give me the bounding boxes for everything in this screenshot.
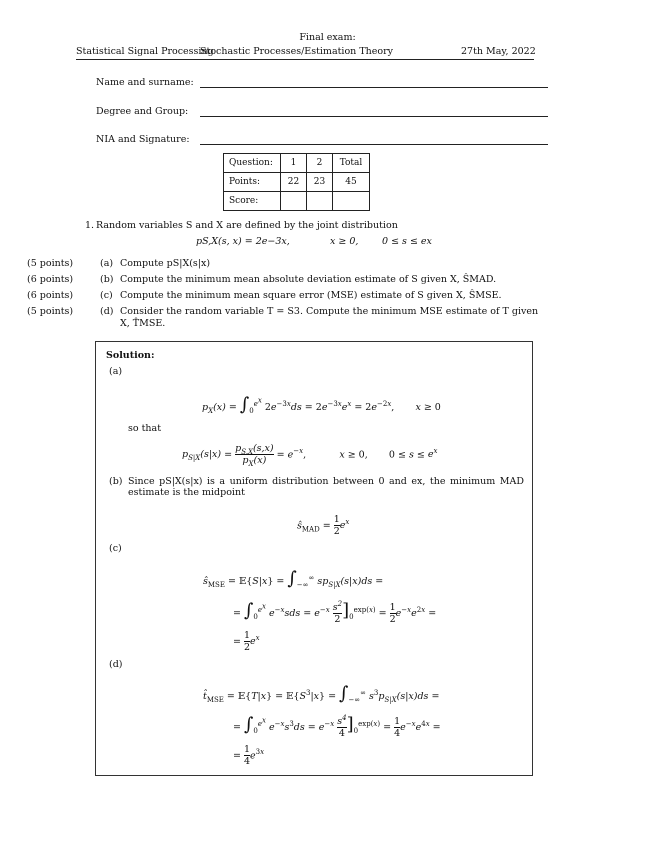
table-cell: 2 xyxy=(307,154,333,173)
score-table xyxy=(223,153,370,211)
table-cell: 1 xyxy=(281,154,307,173)
question-number: 1. xyxy=(85,220,95,231)
solution-a-marginal-equation: $p_X(x) = \int_0^{e^x}$ $2e^{-3x}ds = 2e^{-3x}e^x = 2e^{-2x}$, x ≥ 0 xyxy=(202,394,441,415)
table-row xyxy=(224,154,370,173)
nia-label: NIA and Signature: xyxy=(96,134,190,145)
part-a-label: (a) xyxy=(100,258,114,269)
table-cell: Points: xyxy=(224,173,281,192)
score-cell-q1[interactable] xyxy=(281,192,307,211)
part-a-text: Compute pS|X(s|x) xyxy=(120,258,211,269)
solution-so-that: so that xyxy=(128,423,162,434)
header-rule xyxy=(76,59,534,60)
part-b-points: (6 points) xyxy=(27,274,74,285)
exam-date: 27th May, 2022 xyxy=(461,46,536,57)
solution-d-equation-line-3: = $\frac{1}{4}$ $e^{3x}$ xyxy=(233,744,265,768)
part-d-text: Consider the random variable T = S3. Compute the minimum MSE estimate of T given xyxy=(120,306,539,317)
table-row xyxy=(224,192,370,211)
solution-a-conditional-equation: $p_{S|X}(s|x)$ = $\frac{p_{S,X}(s,x)}{p_X(x)}$ = $e^{-x}$, x ≥ 0, $0 \le s \le e^x$ xyxy=(182,443,438,469)
table-cell: Question: xyxy=(224,154,281,173)
part-c-label: (c) xyxy=(100,290,113,301)
table-cell: 45 xyxy=(333,173,370,192)
degree-field[interactable] xyxy=(200,116,548,117)
solution-a-label: (a) xyxy=(109,366,123,377)
score-cell-q2[interactable] xyxy=(307,192,333,211)
solution-d-equation-line-2: = $\int_0^{e^x}$ $e^{-x}s^3ds = e^{-x}$ $\frac{s^4}{4}$ ]$_0^{exp(x)}$ = $\frac{1}{4}$ $e^{-x}e^{4x}$ = xyxy=(233,713,441,739)
table-row xyxy=(224,173,370,192)
solution-b-text: Since pS|X(s|x) is a uniform distribution between 0 and ex, the minimum MAD estimate is the midpoint xyxy=(128,476,524,499)
solution-b-mad-estimate: $ŝ_{MAD}$ = $\frac{1}{2}$ $e^x$ xyxy=(297,514,350,538)
part-b-text: Compute the minimum mean absolute deviation estimate of S given X, ŜMAD. xyxy=(120,274,497,285)
name-label: Name and surname: xyxy=(96,77,194,88)
table-cell: Score: xyxy=(224,192,281,211)
score-cell-total[interactable] xyxy=(333,192,370,211)
part-c-points: (6 points) xyxy=(27,290,74,301)
solution-c-equation-line-2: = $\int_0^{e^x}$ $e^{-x}sds = e^{-x}$ $\frac{s^2}{2}$ ]$_0^{exp(x)}$ = $\frac{1}{2}$ $e^{-x}e^{2x}$ = xyxy=(233,599,437,625)
part-d-text-continued: X, T̂MSE. xyxy=(120,318,166,329)
part-c-text: Compute the minimum mean square error (MSE) estimate of S given X, ŜMSE. xyxy=(120,290,502,301)
solution-b-label: (b) xyxy=(109,476,123,487)
part-d-points: (5 points) xyxy=(27,306,74,317)
part-b-label: (b) xyxy=(100,274,114,285)
part-d-label: (d) xyxy=(100,306,114,317)
table-cell: Total xyxy=(333,154,370,173)
exam-title: Final exam: xyxy=(299,32,356,43)
course-name-center: Stochastic Processes/Estimation Theory xyxy=(200,46,394,57)
name-field[interactable] xyxy=(200,87,548,88)
solution-title: Solution: xyxy=(106,350,155,361)
nia-signature-field[interactable] xyxy=(200,144,548,145)
solution-d-label: (d) xyxy=(109,659,123,670)
solution-c-equation-line-3: = $\frac{1}{2}$ $e^x$ xyxy=(233,630,260,654)
condition-s: 0 ≤ s ≤ ex xyxy=(382,236,432,247)
solution-d-equation-line-1: $t̂_{MSE}$ = 𝔼{T|x} = $𝔼\{S^3|x\} = \int_{-\infty}^\infty$ $s^3p_{S|X}(s|x)ds$ = xyxy=(203,683,440,704)
question-intro: Random variables S and X are defined by the joint distribution xyxy=(96,220,398,231)
condition-x: x ≥ 0, xyxy=(330,236,359,247)
course-name-left: Statistical Signal Processing xyxy=(76,46,214,57)
degree-label: Degree and Group: xyxy=(96,106,189,117)
table-cell: 23 xyxy=(307,173,333,192)
joint-distribution-equation: pS,X(s, x) = 2e−3x, xyxy=(196,236,290,247)
solution-c-label: (c) xyxy=(109,543,122,554)
table-cell: 22 xyxy=(281,173,307,192)
part-a-points: (5 points) xyxy=(27,258,74,269)
solution-c-equation-line-1: $ŝ_{MSE}$ = 𝔼{S|x} = $\int_{-\infty}^\infty$ $sp_{S|X}(s|x)ds$ = xyxy=(203,568,384,589)
